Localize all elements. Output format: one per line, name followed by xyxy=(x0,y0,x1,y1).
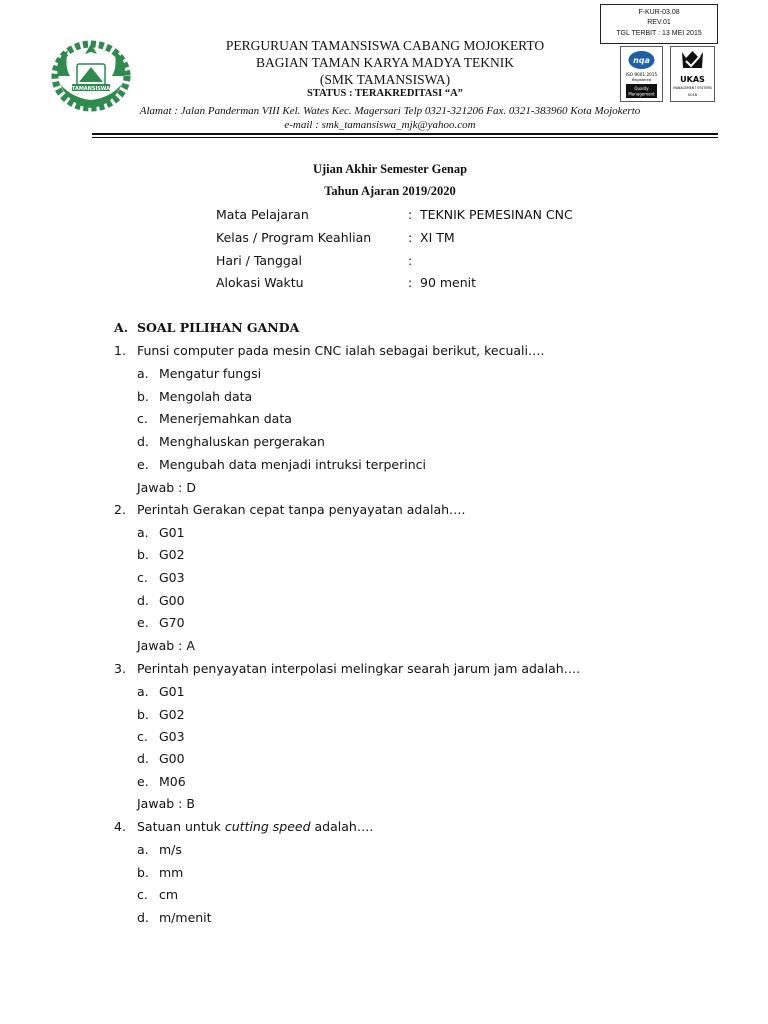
question-number: 2. xyxy=(114,502,126,517)
option-letter: a. xyxy=(137,842,149,857)
header-divider-thin xyxy=(92,137,718,138)
question-text: Funsi computer pada mesin CNC ialah sebagai berikut, kecuali…. xyxy=(137,343,545,358)
question-number: 4. xyxy=(114,819,126,834)
meta-label: Hari / Tanggal xyxy=(216,253,302,268)
option-text: G01 xyxy=(159,525,185,540)
quality-label: Quality xyxy=(634,86,649,91)
school-address: Alamat : Jalan Panderman VIII Kel. Wates Kec. Magersari Telp 0321-321206 Fax. 0321-383960 Kota Mojokerto xyxy=(139,105,641,117)
answer-key: Jawab : A xyxy=(137,638,195,653)
option-text: G01 xyxy=(159,684,185,699)
question-text: Perintah Gerakan cepat tanpa penyayatan adalah…. xyxy=(137,502,466,517)
meta-colon: : xyxy=(408,230,413,245)
option-text: Mengolah data xyxy=(159,389,253,404)
option-letter: b. xyxy=(137,389,149,404)
option-text: G00 xyxy=(159,593,185,608)
school-short-name: (SMK TAMANSISWA) xyxy=(319,72,451,87)
option-text: G03 xyxy=(159,570,185,585)
nqa-label: nqa xyxy=(633,56,650,65)
option-letter: a. xyxy=(137,684,149,699)
meta-colon: : xyxy=(408,253,413,268)
school-name: PERGURUAN TAMANSISWA CABANG MOJOKERTO xyxy=(225,38,545,53)
question-text xyxy=(137,819,373,834)
option-letter: d. xyxy=(137,434,149,449)
answer-key: Jawab : D xyxy=(137,480,196,495)
option-text: cm xyxy=(159,887,179,902)
option-text: G03 xyxy=(159,729,185,744)
academic-year: Tahun Ajaran 2019/2020 xyxy=(324,184,456,198)
school-email: e-mail : smk_tamansiswa_mjk@yahoo.com xyxy=(284,119,476,131)
option-letter: d. xyxy=(137,751,149,766)
answer-key: Jawab : B xyxy=(137,796,195,811)
option-letter: d. xyxy=(137,593,149,608)
option-letter: c. xyxy=(137,887,148,902)
option-text: m/s xyxy=(159,842,182,857)
option-letter: c. xyxy=(137,411,148,426)
option-text: m/menit xyxy=(159,910,212,925)
logo-text: TAMANSISWA xyxy=(71,85,111,92)
meta-label: Kelas / Program Keahlian xyxy=(216,230,372,245)
meta-label: Alokasi Waktu xyxy=(216,275,304,290)
meta-label: Mata Pelajaran xyxy=(216,207,309,222)
option-text: G02 xyxy=(159,547,185,562)
question-number: 1. xyxy=(114,343,126,358)
option-text: G02 xyxy=(159,707,185,722)
management-label: Management xyxy=(628,91,655,97)
form-issue-date: TGL TERBIT : 13 MEI 2015 xyxy=(616,30,702,37)
question-text-pre: Satuan untuk xyxy=(137,819,225,834)
option-letter: e. xyxy=(137,457,149,472)
option-letter: c. xyxy=(137,729,148,744)
option-letter: d. xyxy=(137,910,149,925)
option-letter: a. xyxy=(137,366,149,381)
option-letter: b. xyxy=(137,707,149,722)
exam-title: Ujian Akhir Semester Genap xyxy=(312,162,468,176)
form-code: F-KUR-03.08 xyxy=(638,9,680,16)
option-text: M06 xyxy=(159,774,186,789)
option-text: mm xyxy=(159,865,184,880)
question-text-post: adalah…. xyxy=(310,819,374,834)
ukas-subtitle: MANAGEMENT SYSTEMS xyxy=(673,86,712,90)
form-revision: REV.01 xyxy=(647,19,671,26)
meta-colon: : xyxy=(408,207,413,222)
option-letter: b. xyxy=(137,865,149,880)
section-letter: A. xyxy=(114,320,129,335)
option-text: Menerjemahkan data xyxy=(159,411,292,426)
school-division: BAGIAN TAMAN KARYA MADYA TEKNIK xyxy=(256,55,514,70)
meta-colon: : xyxy=(408,275,413,290)
ukas-label: UKAS xyxy=(680,75,705,84)
iso-label: ISO 9001:2015 xyxy=(625,72,658,77)
option-text: G00 xyxy=(159,751,185,766)
question-number: 3. xyxy=(114,661,126,676)
option-text: Mengatur fungsi xyxy=(159,366,262,381)
meta-value: 90 menit xyxy=(420,275,477,290)
option-letter: a. xyxy=(137,525,149,540)
meta-value: XI TM xyxy=(420,230,455,245)
option-text: G70 xyxy=(159,615,185,630)
section-title: SOAL PILIHAN GANDA xyxy=(137,320,300,335)
option-letter: c. xyxy=(137,570,148,585)
meta-value: TEKNIK PEMESINAN CNC xyxy=(420,207,573,222)
option-text: Menghaluskan pergerakan xyxy=(159,434,325,449)
question-text-italic: cutting speed xyxy=(224,819,311,834)
header-divider-thick xyxy=(92,133,718,135)
registered-label: Registered xyxy=(631,78,652,82)
question-text: Perintah penyayatan interpolasi melingkar searah jarum jam adalah…. xyxy=(137,661,581,676)
option-letter: b. xyxy=(137,547,149,562)
option-letter: e. xyxy=(137,774,149,789)
option-text: Mengubah data menjadi intruksi terperinci xyxy=(159,457,426,472)
option-letter: e. xyxy=(137,615,149,630)
ukas-number: 0016 xyxy=(687,93,698,97)
accreditation-status: STATUS : TERAKREDITASI “A” xyxy=(307,88,463,99)
